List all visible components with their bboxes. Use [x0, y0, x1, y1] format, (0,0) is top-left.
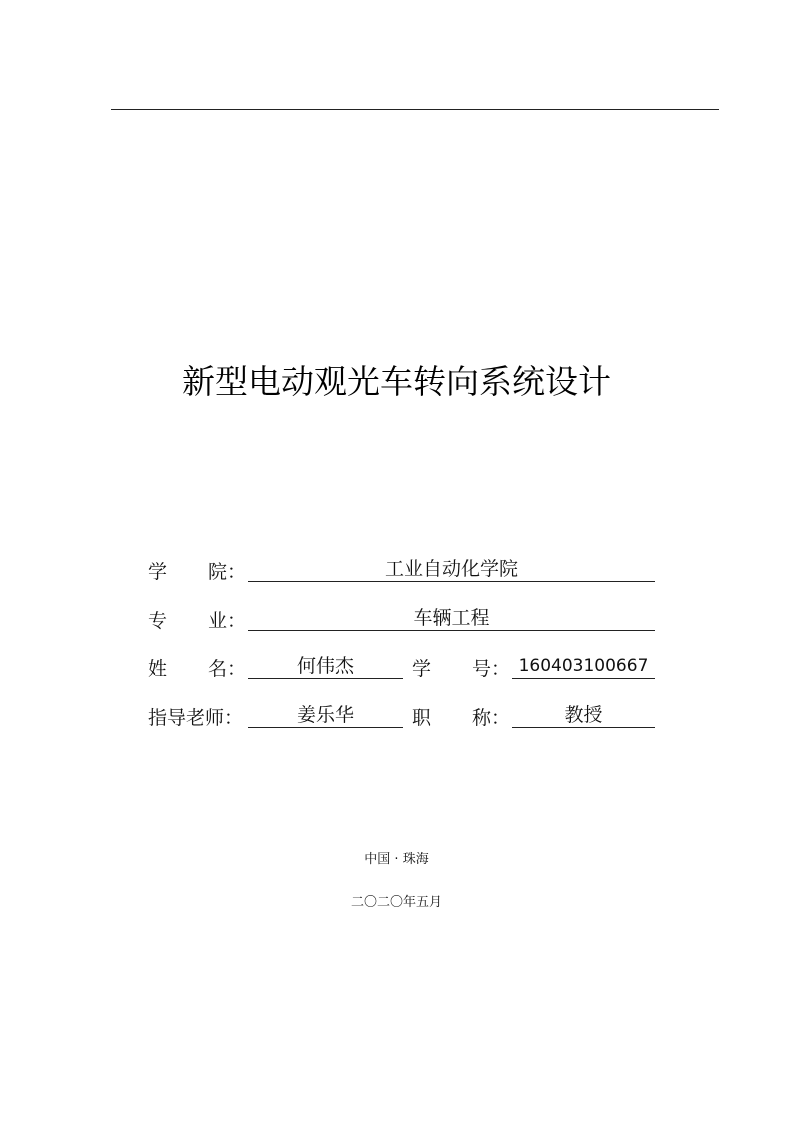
college-label-suffix: 院：: [208, 561, 247, 583]
header-rule: [111, 109, 719, 110]
name-label: [148, 654, 248, 680]
college-label: [148, 557, 248, 583]
college-label-char: 学: [148, 561, 168, 583]
student-id-label: [412, 654, 512, 680]
major-label-suffix: 业：: [208, 610, 247, 632]
name-field: 何伟杰: [248, 654, 403, 679]
rank-label: [412, 703, 512, 729]
student-id-field: 160403100667: [512, 654, 655, 679]
major-label: [148, 606, 248, 632]
footer-location: 中国 · 珠海: [364, 852, 429, 867]
rank-label-char: 职: [412, 707, 432, 729]
major-field: 车辆工程: [248, 606, 655, 631]
student-id-label-char: 学: [412, 658, 432, 680]
name-label-char: 姓: [148, 658, 168, 680]
thesis-title: 新型电动观光车转向系统设计: [182, 362, 611, 401]
rank-field: 教授: [512, 703, 655, 728]
major-label-char: 专: [148, 610, 168, 632]
advisor-label: 指导老师：: [148, 707, 244, 729]
college-field: 工业自动化学院: [248, 557, 655, 582]
footer-date: 二〇二〇年五月: [350, 895, 442, 910]
rank-label-suffix: 称：: [472, 707, 511, 729]
advisor-field: 姜乐华: [248, 703, 403, 728]
student-id-label-suffix: 号：: [472, 658, 511, 680]
name-label-suffix: 名：: [208, 658, 247, 680]
